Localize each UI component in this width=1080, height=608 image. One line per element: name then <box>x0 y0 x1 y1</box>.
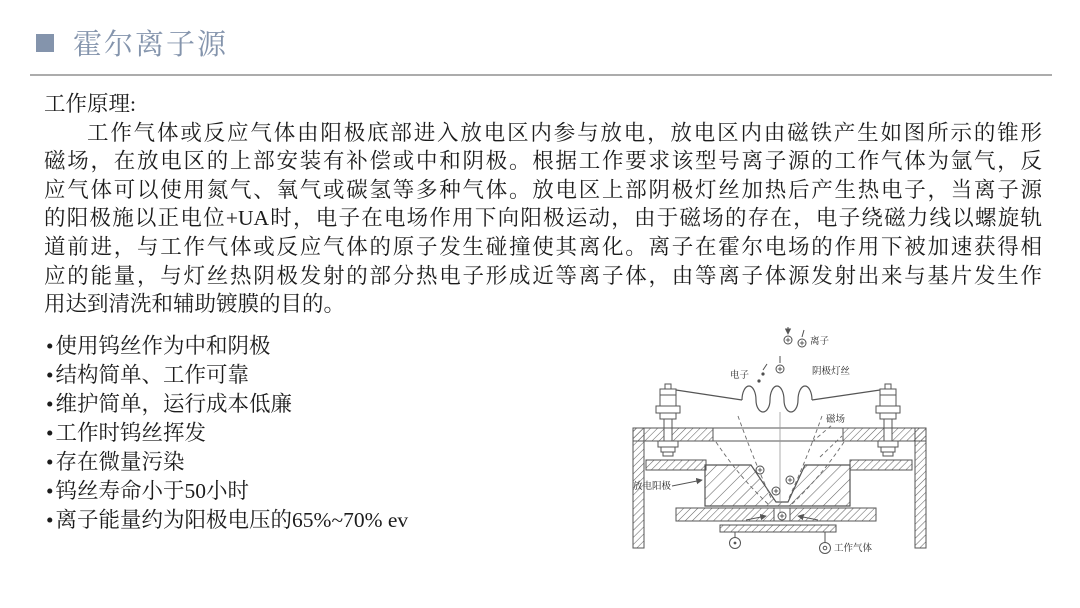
principle-heading: 工作原理: <box>44 92 136 116</box>
left-terminal-bolt <box>656 384 680 456</box>
feature-bullet-list <box>46 332 408 535</box>
diagram-label-magnetic-field: 磁场 <box>826 414 846 425</box>
title-divider <box>30 74 1052 76</box>
list-item <box>46 448 408 477</box>
bullet-marker: • <box>46 392 54 416</box>
list-item-text: 结构简单、工作可靠 <box>55 363 250 387</box>
list-item <box>46 477 408 506</box>
title-row <box>36 22 228 63</box>
paragraph-line: 用达到清洗和辅助镀膜的目的。 <box>44 292 346 317</box>
square-bullet-icon <box>36 34 54 52</box>
bullet-marker: • <box>46 508 54 532</box>
list-item <box>46 361 408 390</box>
list-item-text: 工作时钨丝挥发 <box>55 421 207 445</box>
paragraph-line: 工作气体或反应气体由阳极底部进入放电区内参与放电，放电区内由磁铁产生如图所示的锥形 <box>87 120 1042 145</box>
list-item-text: 使用钨丝作为中和阴极 <box>55 334 271 358</box>
paragraph-line: 道前进，与工作气体或反应气体的原子发生碰撞使其离化。离子在霍尔电场的作用下被加速获得相 <box>44 234 1042 259</box>
ion-source-cross-section <box>620 324 960 586</box>
bullet-marker: • <box>46 421 54 445</box>
list-item <box>46 419 408 448</box>
hall-ion-source-diagram <box>620 324 960 586</box>
bullet-marker: • <box>46 363 54 387</box>
list-item <box>46 332 408 361</box>
working-principle-text <box>44 90 1042 319</box>
diagram-label-ions: 离子 <box>810 336 830 347</box>
cathode-filament-coil <box>676 386 880 412</box>
right-terminal-bolt <box>876 384 900 456</box>
bullet-marker: • <box>46 334 54 358</box>
list-item-text: 存在微量污染 <box>55 450 185 474</box>
list-item <box>46 390 408 419</box>
paragraph-line: 应的能量，与灯丝热阴极发射的部分热电子形成近等离子体，由等离子体源发射出来与基片发生作 <box>44 263 1042 288</box>
bullet-marker: • <box>46 450 54 474</box>
electron-symbols <box>757 364 767 383</box>
diagram-label-discharge-anode: 放电阳极 <box>633 481 672 492</box>
anode-leader-arrow <box>672 480 702 486</box>
paragraph-line: 的阳极施以正电位+UA时，电子在电场作用下向阳极运动，由于磁场的存在，电子绕磁力线以螺旋轨 <box>44 206 1042 231</box>
diagram-label-working-gas: 工作气体 <box>834 543 873 554</box>
list-item-text: 钨丝寿命小于50小时 <box>55 479 250 503</box>
list-item-text: 维护简单，运行成本低廉 <box>55 392 293 416</box>
diagram-label-electron: 电子 <box>730 370 750 381</box>
paragraph-line: 磁场，在放电区的上部安装有补偿或中和阴极。根据工作要求该型号离子源的工作气体为氩气，反 <box>44 149 1042 174</box>
paragraph-line: 应气体可以使用氮气、氧气或碳氢等多种气体。放电区上部阴极灯丝加热后产生热电子，当离子源 <box>44 177 1042 202</box>
bullet-marker: • <box>46 479 54 503</box>
list-item-text: 离子能量约为阳极电压的65%~70% ev <box>55 508 409 532</box>
page-title: 霍尔离子源 <box>73 29 229 61</box>
discharge-anode-block <box>705 465 850 506</box>
diagram-label-cathode-filament: 阴极灯丝 <box>812 366 851 377</box>
list-item <box>46 506 408 535</box>
